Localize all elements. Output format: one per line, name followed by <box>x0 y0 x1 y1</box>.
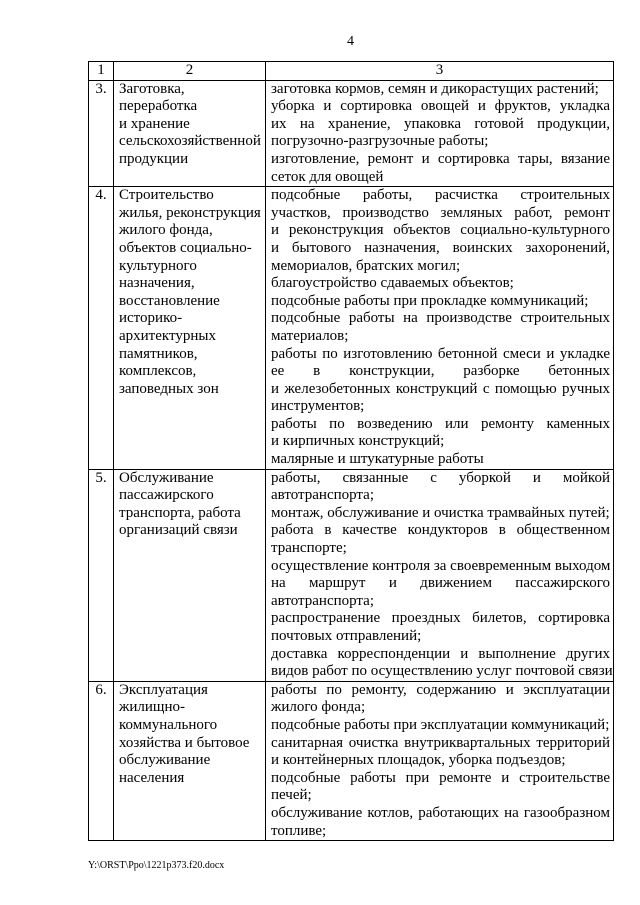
work-line: погрузочно-разгрузочные работы; <box>271 133 489 150</box>
work-line: работы по изготовлению бетонной смеси и укладке <box>271 345 610 362</box>
work-line: и кирпичных конструкций; <box>271 433 445 450</box>
category-line: жилищно- <box>119 699 185 716</box>
works-cell <box>266 187 614 470</box>
category-line: коммунального <box>119 716 218 733</box>
work-item <box>271 416 610 451</box>
category-line: организаций связи <box>119 522 238 539</box>
work-line: и реконструкция объектов социально-культурного <box>271 222 610 239</box>
work-line: подсобные работы, расчистка строительных <box>271 187 610 204</box>
row-number-cell <box>89 469 114 681</box>
work-line: печей; <box>271 787 312 804</box>
work-item <box>271 98 610 151</box>
work-line: их на хранение, упаковка готовой продукции, <box>271 115 610 132</box>
work-item <box>271 805 610 840</box>
work-line: сеток для овощей <box>271 168 384 185</box>
work-item <box>271 151 610 186</box>
work-line: работы по ремонту, содержанию и эксплуатации <box>271 681 610 698</box>
work-line: подсобные работы при ремонте и строительстве <box>271 769 610 786</box>
footer-file-path: Y:\ORST\Ppo\1221p373.f20.docx <box>88 860 225 871</box>
category-line: объектов социально- <box>119 239 252 256</box>
work-line: жилого фонда; <box>271 699 366 716</box>
category-line: архитектурных <box>119 327 216 344</box>
work-line: на маршрут и движением пассажирского <box>271 575 610 592</box>
row-number: 6. <box>95 681 107 698</box>
work-line: распространение проездных билетов, сортировка <box>271 610 610 627</box>
work-line: автотранспорта; <box>271 487 375 504</box>
row-number-cell <box>89 80 114 187</box>
work-line: монтаж, обслуживание и очистка трамвайных путей; <box>271 504 610 521</box>
column-header-category: 2 <box>114 62 266 81</box>
work-line: транспорте; <box>271 540 347 557</box>
work-line: ее в конструкции, разборке бетонных <box>271 363 610 380</box>
work-item <box>271 735 610 770</box>
category-line: Строительство <box>119 187 214 204</box>
table-row <box>89 187 614 470</box>
category-line: жилого фонда, <box>119 222 213 239</box>
category-line: назначения, <box>119 275 195 292</box>
activities-table <box>88 61 614 841</box>
work-line: работы, связанные с уборкой и мойкой <box>271 469 610 486</box>
work-item <box>271 275 610 293</box>
row-number-cell <box>89 681 114 840</box>
category-line: историко- <box>119 310 183 327</box>
work-line: почтовых отправлений; <box>271 628 422 644</box>
work-line: и бытового назначения, воинских захоронений, <box>271 239 610 256</box>
work-line: и железобетонных конструкций с помощью ручных <box>271 380 610 397</box>
work-item <box>271 293 610 311</box>
work-line: изготовление, ремонт и сортировка тары, вязание <box>271 150 610 167</box>
category-line: комплексов, <box>119 363 197 380</box>
category-cell <box>114 187 266 470</box>
work-line: инструментов; <box>271 398 365 415</box>
row-number: 5. <box>95 469 107 486</box>
work-line: работы по возведению или ремонту каменных <box>271 415 610 432</box>
category-line: культурного <box>119 257 197 274</box>
work-line: участков, производство земляных работ, ремонт <box>271 204 610 221</box>
row-number: 4. <box>95 187 107 204</box>
work-line: и контейнерных площадок, уборка подъездов; <box>271 752 566 769</box>
category-line: и хранение <box>119 115 190 132</box>
table-row <box>89 80 614 187</box>
work-item <box>271 522 610 557</box>
table-row <box>89 469 614 681</box>
work-line: материалов; <box>271 327 349 344</box>
category-line: Обслуживание <box>119 469 214 486</box>
category-cell <box>114 469 266 681</box>
category-line: хозяйства и бытовое <box>119 734 250 751</box>
work-line: обслуживание котлов, работающих на газообразном <box>271 804 610 821</box>
work-line: заготовка кормов, семян и дикорастущих растений; <box>271 80 599 97</box>
work-line: малярные и штукатурные работы <box>271 451 484 468</box>
work-line: работа в качестве кондукторов в общественном <box>271 522 610 539</box>
page-number: 4 <box>347 34 354 49</box>
category-line: транспорта, работа <box>119 504 241 521</box>
work-line: осуществление контроля за своевременным выходом <box>271 557 611 574</box>
column-header-number: 1 <box>89 62 114 81</box>
work-line: санитарная очистка внутриквартальных территорий <box>271 734 610 751</box>
work-item <box>271 558 610 611</box>
category-line: заповедных зон <box>119 380 219 397</box>
work-item <box>271 451 610 469</box>
work-item <box>271 310 610 345</box>
category-cell <box>114 80 266 187</box>
work-item <box>271 682 610 717</box>
work-line: топливе; <box>271 822 327 839</box>
category-line: жилья, реконструкция <box>119 204 261 221</box>
work-item <box>271 505 610 523</box>
work-line: подсобные работы на производстве строительных <box>271 310 610 327</box>
works-cell <box>266 681 614 840</box>
work-line: подсобные работы при эксплуатации коммуникаций; <box>271 716 610 733</box>
work-line: автотранспорта; <box>271 592 375 609</box>
row-number: 3. <box>95 80 107 97</box>
work-line: видов работ по осуществлению услуг почтовой связи <box>271 663 613 680</box>
work-line: доставка корреспонденции и выполнение других <box>271 645 610 662</box>
works-cell <box>266 80 614 187</box>
category-line: обслуживание <box>119 752 211 769</box>
category-line: Заготовка, <box>119 80 185 97</box>
work-item <box>271 187 610 275</box>
category-line: населения <box>119 769 185 786</box>
column-header-works: 3 <box>266 62 614 81</box>
category-cell <box>114 681 266 840</box>
work-item <box>271 81 610 99</box>
category-line: восстановление <box>119 292 220 309</box>
table-header-row <box>89 62 614 81</box>
work-item <box>271 717 610 735</box>
category-line: пассажирского <box>119 487 214 504</box>
work-line: благоустройство сдаваемых объектов; <box>271 275 514 292</box>
work-item <box>271 470 610 505</box>
work-line: уборка и сортировка овощей и фруктов, укладка <box>271 98 610 115</box>
work-item <box>271 645 613 681</box>
table-row <box>89 681 614 840</box>
category-line: сельскохозяйственной <box>119 133 261 150</box>
work-item <box>271 610 610 645</box>
work-item <box>271 346 610 416</box>
category-line: памятников, <box>119 345 198 362</box>
category-line: переработка <box>119 98 198 115</box>
work-item <box>271 770 610 805</box>
work-line: подсобные работы при прокладке коммуникаций; <box>271 292 589 309</box>
work-line: мемориалов, братских могил; <box>271 257 461 274</box>
category-line: продукции <box>119 150 189 167</box>
category-line: Эксплуатация <box>119 681 208 698</box>
works-cell <box>266 469 614 681</box>
row-number-cell <box>89 187 114 470</box>
